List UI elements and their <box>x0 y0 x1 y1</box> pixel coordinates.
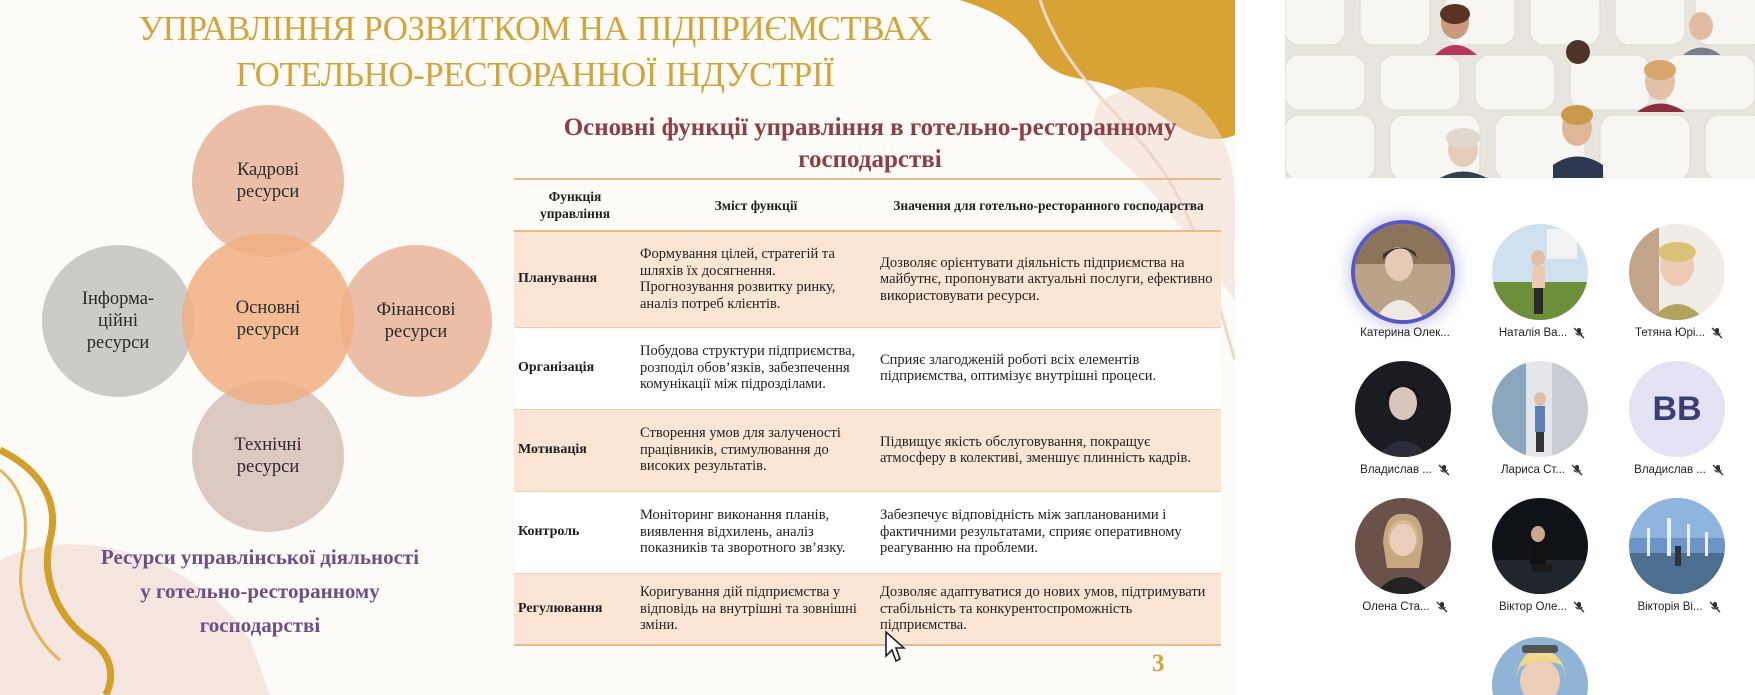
participant-avatar <box>1492 498 1588 594</box>
participant-name-row <box>1609 464 1749 476</box>
function-value: Сприяє злагодженій роботі всіх елементів підприємства, оптимізує внутрішні процеси. <box>876 327 1221 409</box>
participant-avatar <box>1355 224 1451 320</box>
table-row <box>514 573 1221 645</box>
participant-name-row <box>1335 327 1475 339</box>
function-value: Підвищує якість обслуговування, покращує атмосферу в колективі, зменшує плинність кадрів. <box>876 409 1221 491</box>
microphone-muted-icon <box>1571 464 1583 476</box>
classroom-video-feed[interactable] <box>1285 0 1755 178</box>
participant-tile[interactable] <box>1335 361 1465 491</box>
function-content: Створення умов для залученості працівників, стимулювання до високих результатів. <box>636 409 876 491</box>
participant-name-row <box>1609 601 1749 613</box>
circle-financial-resources: Фінансові ресурси <box>340 245 492 397</box>
participant-tile[interactable] <box>1335 224 1465 354</box>
table-row <box>514 327 1221 409</box>
microphone-muted-icon <box>1436 601 1448 613</box>
participant-name-row <box>1609 327 1749 339</box>
participant-tile[interactable] <box>1472 361 1602 491</box>
participant-name: Владислав ... <box>1634 464 1706 476</box>
table-row <box>514 491 1221 573</box>
participant-tile[interactable] <box>1472 637 1602 695</box>
participant-avatar <box>1629 224 1725 320</box>
participant-name-row <box>1472 464 1612 476</box>
header-content: Зміст функції <box>636 179 876 231</box>
participant-name-row <box>1472 327 1612 339</box>
participant-name: Тетяна Юрі... <box>1635 327 1705 339</box>
participant-avatar <box>1629 498 1725 594</box>
participant-avatar <box>1355 498 1451 594</box>
circle-core-resources: Основні ресурси <box>182 233 354 405</box>
mouse-cursor-icon <box>884 630 906 664</box>
participant-tile[interactable] <box>1472 224 1602 354</box>
circle-informational-resources: Інформа- ційні ресурси <box>42 245 194 397</box>
participant-avatar <box>1492 637 1588 695</box>
slide-page-number: 3 <box>1152 650 1165 677</box>
participant-name-row <box>1335 464 1475 476</box>
microphone-muted-icon <box>1712 464 1724 476</box>
function-value: Забезпечує відповідність між запланованими і фактичними результатами, сприяє оперативному реагуванню на проблеми. <box>876 491 1221 573</box>
participant-tile[interactable] <box>1609 361 1739 491</box>
slide-title-line-2: ГОТЕЛЬНО-РЕСТОРАННОЇ ІНДУСТРІЇ <box>235 55 835 94</box>
participant-name: Вікторія Ві... <box>1637 601 1703 613</box>
microphone-muted-icon <box>1573 601 1585 613</box>
participant-tile[interactable] <box>1472 498 1602 628</box>
participant-name-row <box>1472 601 1612 613</box>
participant-avatar <box>1492 224 1588 320</box>
function-name: Мотивація <box>514 409 636 491</box>
function-content: Побудова структури підприємства, розподіл обов’язків, забезпечення комунікації між підрозділами. <box>636 327 876 409</box>
management-functions-table <box>514 178 1221 646</box>
participant-name: Наталія Ва... <box>1498 327 1568 339</box>
participant-name-row <box>1335 601 1475 613</box>
function-content: Коригування дій підприємства у відповідь на внутрішні та зовнішні зміни. <box>636 573 876 645</box>
participant-tile[interactable] <box>1335 498 1465 628</box>
function-name: Планування <box>514 231 636 327</box>
participant-tile[interactable] <box>1609 224 1739 354</box>
header-value: Значення для готельно-ресторанного господарства <box>876 179 1221 231</box>
function-content: Формування цілей, стратегій та шляхів їх досягнення. Прогнозування розвитку ринку, аналіз потреб клієнтів. <box>636 231 876 327</box>
participant-name: Владислав ... <box>1360 464 1432 476</box>
function-value: Дозволяє адаптуватися до нових умов, підтримувати стабільність та конкурентоспроможність підприємства. <box>876 573 1221 645</box>
microphone-muted-icon <box>1709 601 1721 613</box>
participant-avatar-initials: ВВ <box>1629 361 1725 457</box>
classroom-video-image <box>1285 0 1755 178</box>
table-row <box>514 231 1221 327</box>
function-name: Контроль <box>514 491 636 573</box>
microphone-muted-icon <box>1438 464 1450 476</box>
participant-avatar <box>1492 361 1588 457</box>
slide-title <box>100 6 970 98</box>
participant-avatar <box>1355 361 1451 457</box>
function-name: Регулювання <box>514 573 636 645</box>
participants-panel <box>1235 0 1755 695</box>
participant-name: Лариса Ст... <box>1501 464 1565 476</box>
circle-technical-resources: Технічні ресурси <box>192 380 344 532</box>
header-function: Функція управління <box>514 179 636 231</box>
table-row <box>514 409 1221 491</box>
participant-tile[interactable] <box>1609 498 1739 628</box>
slide-title-line-1: УПРАВЛІННЯ РОЗВИТКОМ НА ПІДПРИЄМСТВАХ <box>138 9 932 48</box>
function-content: Моніторинг виконання планів, виявлення відхилень, аналіз показників та зворотного зв’язку. <box>636 491 876 573</box>
participant-name: Віктор Оле... <box>1498 601 1568 613</box>
table-header-row <box>514 179 1221 231</box>
participant-name: Олена Ста... <box>1362 601 1430 613</box>
circle-personnel-resources: Кадрові ресурси <box>192 105 344 257</box>
microphone-muted-icon <box>1711 327 1723 339</box>
resources-caption: Ресурси управлінської діяльності у готельно-ресторанному господарстві <box>100 545 420 637</box>
microphone-muted-icon <box>1573 327 1585 339</box>
participant-name: Катерина Олек... <box>1360 327 1450 339</box>
function-name: Організація <box>514 327 636 409</box>
table-title: Основні функції управління в готельно-ресторанному господарстві <box>563 114 1177 173</box>
function-value: Дозволяє орієнтувати діяльність підприємства на майбутнє, пропонувати актуальні послуги, ефективно використовувати ресурси. <box>876 231 1221 327</box>
